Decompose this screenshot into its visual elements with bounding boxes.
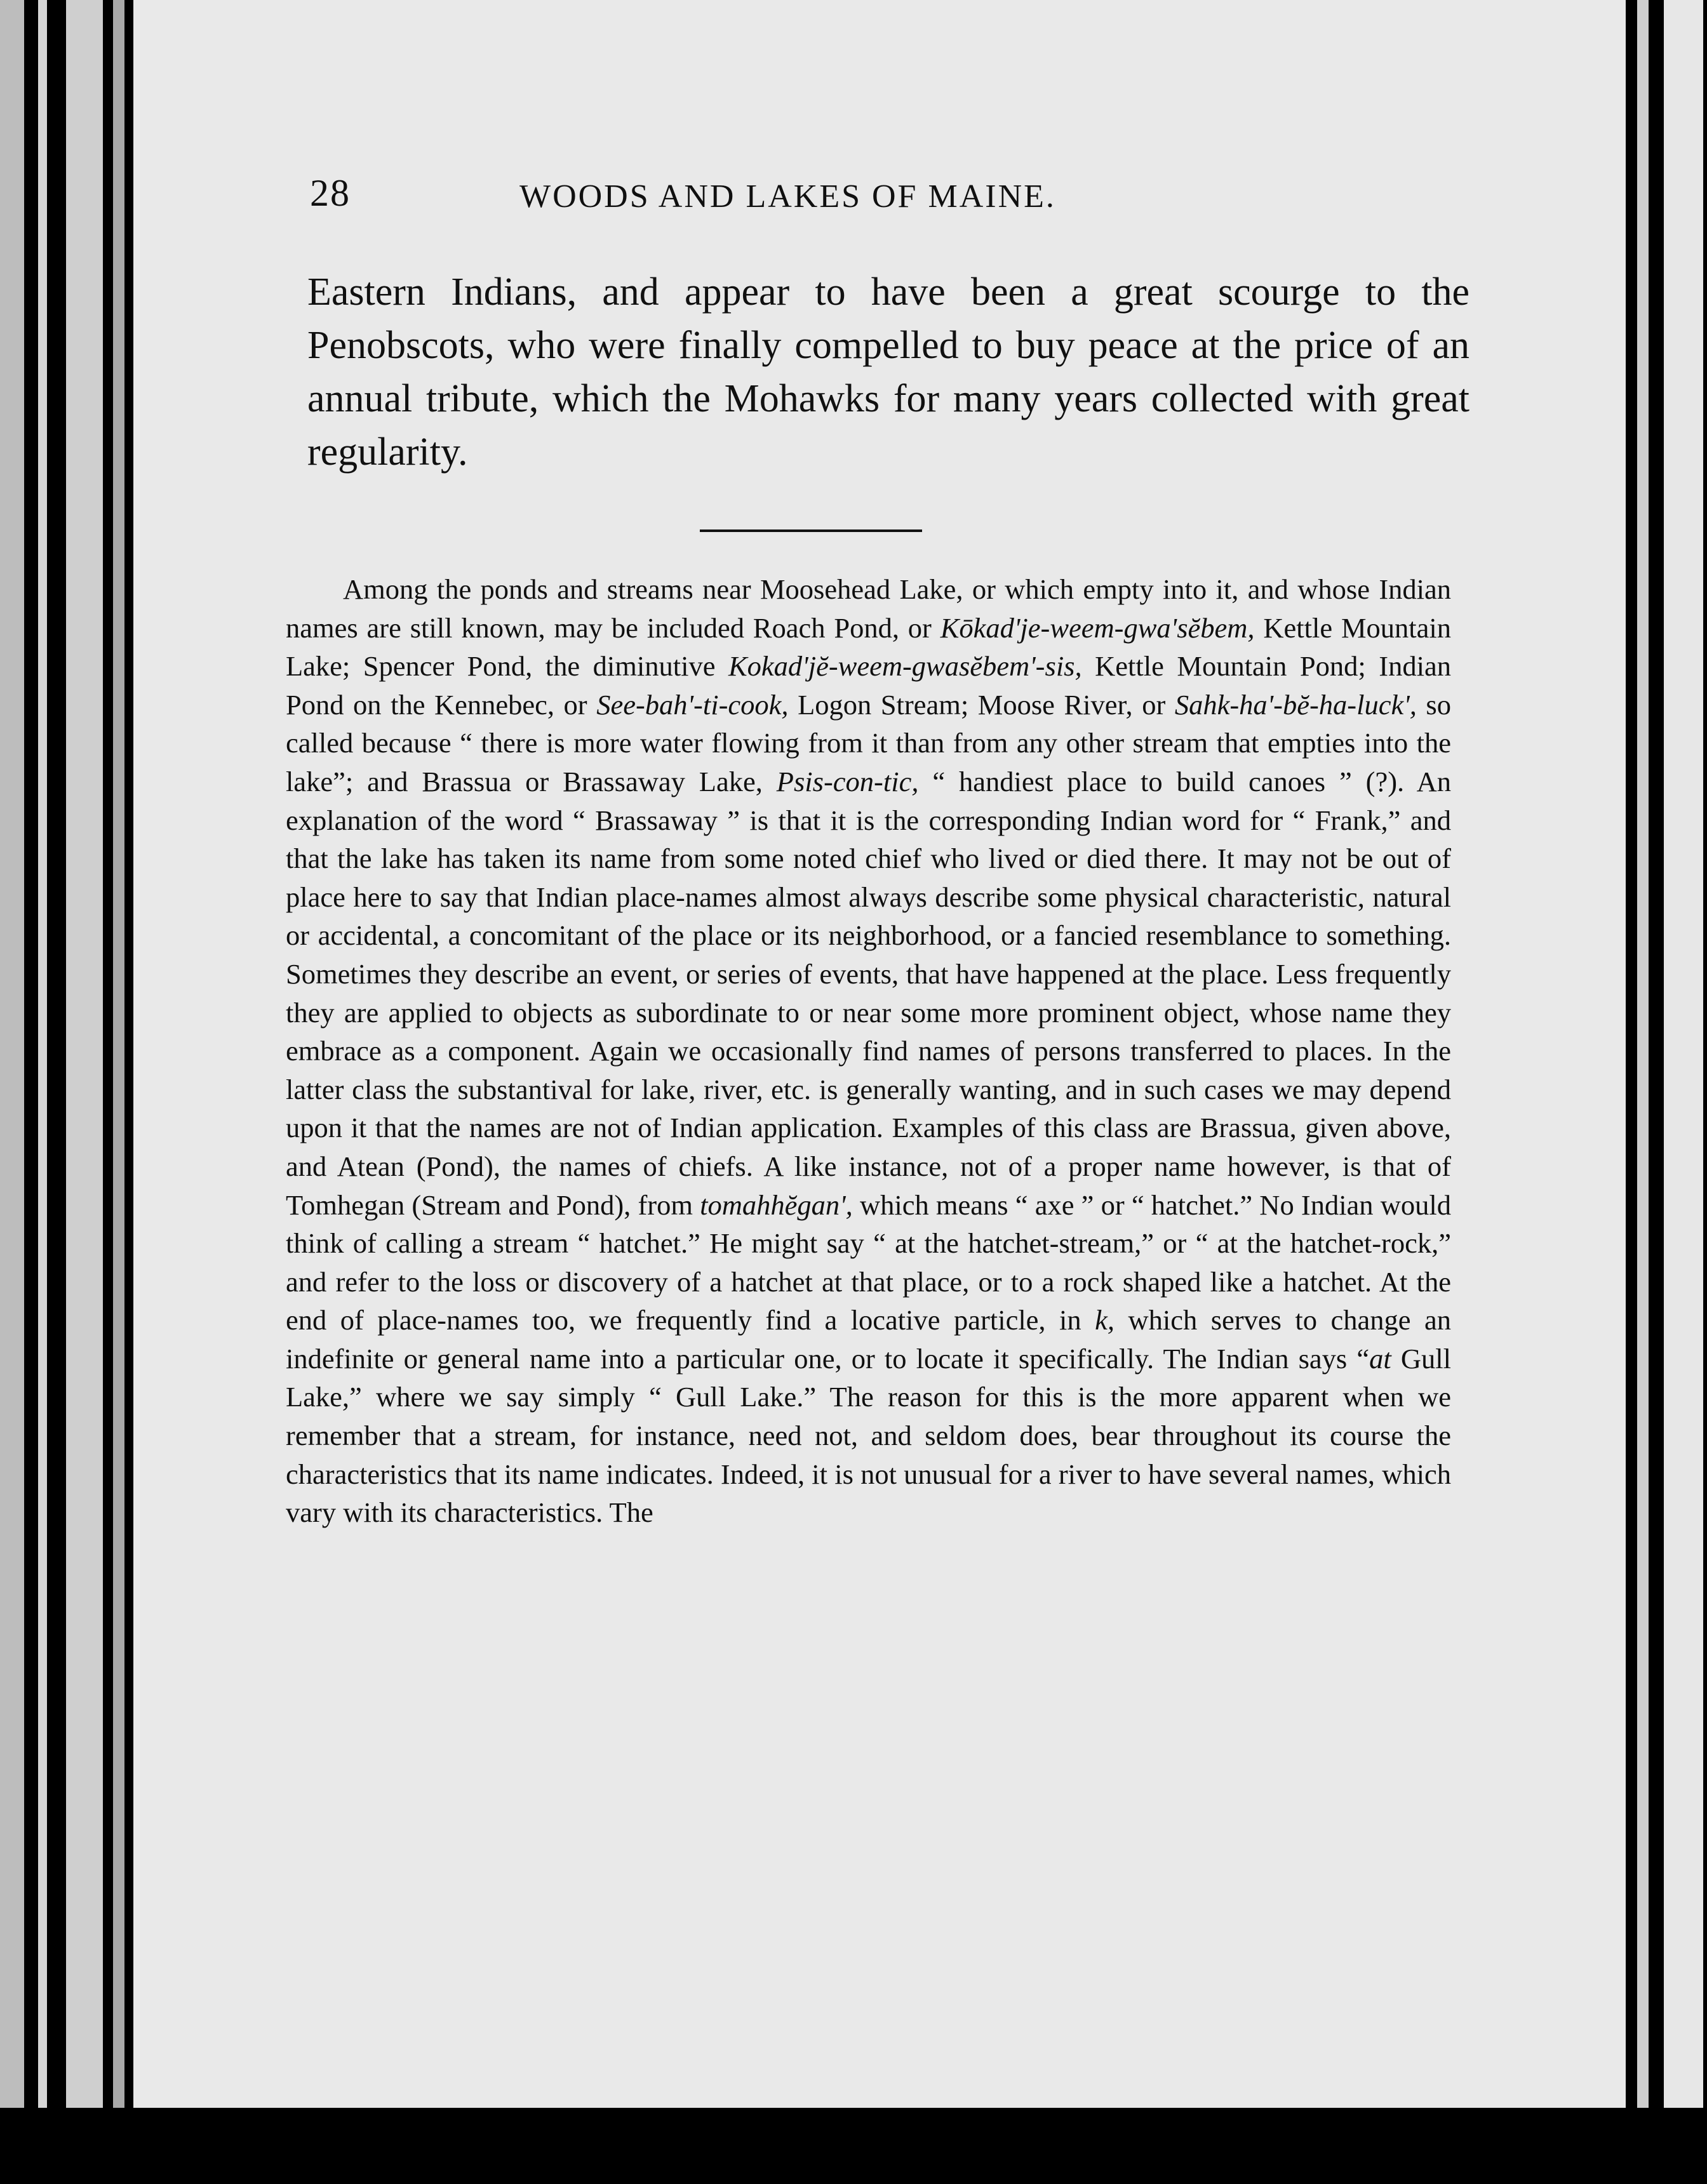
body-text — [286, 570, 1451, 1532]
text-run: “ handiest place to build canoes ” (?). An explanation of the word “ Brassaway ” is that it is the corresponding Indian word for “ Frank,” and that the lake has taken its name from some noted chief who lived or died there. It may not be out of place here to say that Indian place-names almost always describe some physical characteristic, natural or accidental, a concomitant of the place or its neighborhood, or a fancied resemblance to something. Sometimes they describe an event, or series of events, that have happened at the place. Less frequently they are applied to objects as subordinate to or near some more prominent object, whose name they embrace as a component. Again we occasionally find names of persons transferred to places. In the latter class the substantival for lake, river, etc. is generally wanting, and in such cases we may depend upon it that the names are not of Indian application. Examples of this class are Brassua, given above, and Atean (Pond), the names of chiefs. A like instance, not of a proper name however, is that of Tomhegan (Stream and Pond), from — [286, 765, 1451, 1221]
scan-edge-strip — [38, 0, 47, 2184]
text-run: Gull Lake,” where we say simply “ Gull Lake.” The reason for this is the more apparent when we remember that a stream, for instance, need not, and seldom does, bear throughout its course the characteristics that its name indicates. Indeed, it is not unusual for a river to have several names, which vary with its characteristics. The — [286, 1342, 1451, 1529]
text-run: Kettle Mountain Pond; Indian Pond on the Kennebec, or — [286, 650, 1451, 721]
italic-term: k, — [1095, 1304, 1115, 1336]
italic-term: Kokad'jĕ-weem-gwasĕbem'-sis, — [728, 650, 1082, 682]
italic-term: Psis-con-tic, — [776, 765, 919, 797]
section-divider — [700, 529, 922, 532]
scan-right-border — [1626, 0, 1707, 2184]
running-title: WOODS AND LAKES OF MAINE. — [519, 178, 1056, 215]
italic-term: See-bah'-ti-cook, — [596, 688, 789, 721]
body-paragraph — [286, 570, 1451, 1532]
page-number: 28 — [310, 172, 351, 214]
scan-edge-strip — [1637, 0, 1649, 2184]
italic-term: tomahhĕgan', — [700, 1189, 853, 1221]
text-run: so called because “ there is more water flowing from it than from any other stream that empties into the lake”; and Brassua or Brassaway Lake, — [286, 688, 1451, 797]
text-run: which means “ axe ” or “ hatchet.” No Indian would think of calling a stream “ hatchet.” He might say “ at the hatchet-stream,” or “ at the hatchet-rock,” and refer to the loss or discovery of a hatchet at that place, or to a rock shaped like a hatchet. At the end of place-names too, we frequently find a locative particle, in — [286, 1189, 1451, 1336]
scan-bottom-border — [0, 2108, 1707, 2184]
italic-term: Kōkad'je-weem-gwa'sĕbem, — [940, 611, 1255, 644]
text-run: Kettle Mountain Lake; Spencer Pond, the diminutive — [286, 611, 1451, 682]
lead-paragraph: Eastern Indians, and appear to have been a great scourge to the Penobscots, who were finally compelled to buy peace at the price of an annual tribute, which the Mohawks for many years collected with great regularity. — [307, 270, 1469, 474]
next-page-edge — [1664, 0, 1703, 2184]
scan-edge-strip — [0, 0, 24, 2184]
italic-term: Sahk-ha'-bĕ-ha-luck', — [1174, 688, 1417, 721]
page-header — [310, 171, 1301, 229]
text-run: Among the ponds and streams near Moosehead Lake, or which empty into it, and whose Indian names are still known, may be included Roach Pond, or — [286, 573, 1451, 644]
text-run: which serves to change an indefinite or general name into a particular one, or to locate it specifically. The Indian says “ — [286, 1304, 1451, 1375]
text-run: Logon Stream; Moose River, or — [788, 688, 1175, 721]
scan-edge-strip — [113, 0, 124, 2184]
scan-edge-strip — [66, 0, 103, 2184]
scan-left-border — [0, 0, 133, 2184]
italic-term: at — [1369, 1342, 1391, 1375]
